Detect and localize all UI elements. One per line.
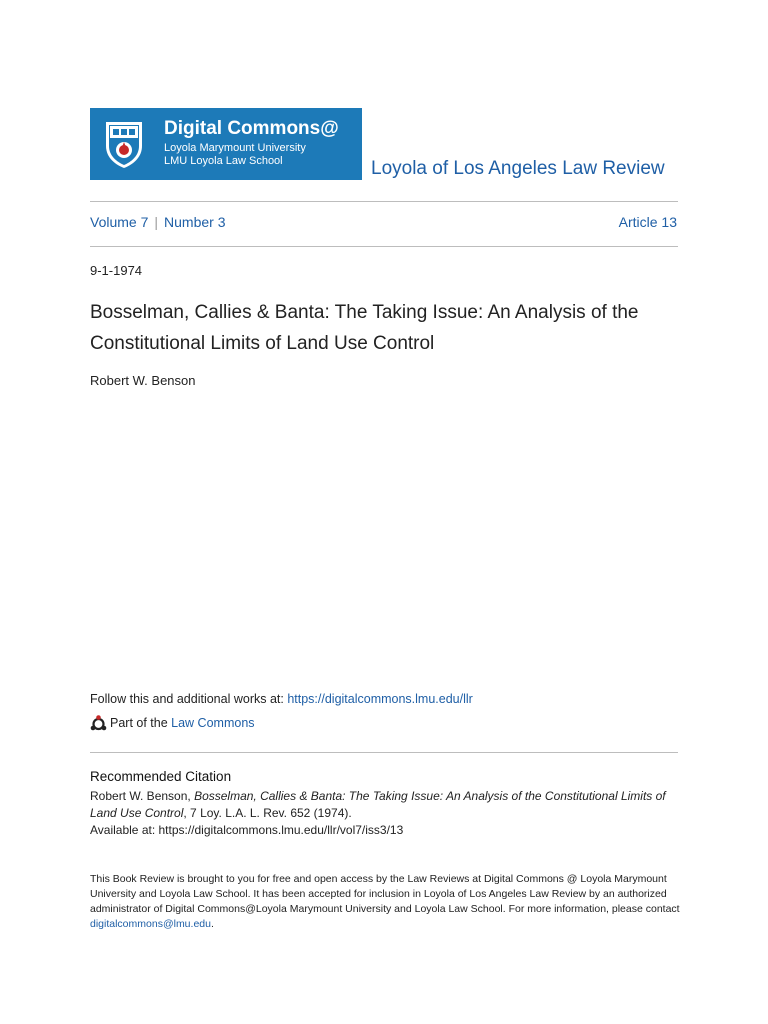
- journal-link[interactable]: Loyola of Los Angeles Law Review: [371, 158, 665, 179]
- logo-title: Digital Commons@: [164, 118, 339, 139]
- citation-title: Bosselman, Callies & Banta: The Taking Issue: An Analysis of the Constitutional Limits of Land Use Control: [90, 789, 666, 820]
- follow-line: [90, 692, 473, 706]
- collection-link[interactable]: https://digitalcommons.lmu.edu/llr: [287, 692, 473, 706]
- university-shield-icon: [104, 120, 144, 170]
- recommended-citation-heading: Recommended Citation: [90, 769, 232, 784]
- digital-commons-logo[interactable]: [90, 108, 362, 180]
- divider: [90, 201, 678, 202]
- author-name[interactable]: Robert W. Benson: [90, 373, 196, 388]
- divider: [90, 752, 678, 753]
- notice-text: This Book Review is brought to you for free and open access by the Law Reviews at Digital Commons @ Loyola Marymount University and Loyola Law School. It has been accepted for inclusion in Loyola of Los Angeles Law Review by an authorized administrator of Digital Commons@Loyola Marymount University and Loyola Law School. For more information, please contact: [90, 873, 680, 915]
- divider: [90, 246, 678, 247]
- part-of-text: Part of the: [110, 715, 172, 730]
- logo-university: Loyola Marymount University: [164, 142, 306, 154]
- contact-email-link[interactable]: digitalcommons@lmu.edu: [90, 918, 211, 930]
- notice-end: .: [210, 918, 214, 930]
- citation-source: , 7 Loy. L.A. L. Rev. 652 (1974).: [183, 806, 352, 820]
- publication-date: 9-1-1974: [90, 263, 143, 278]
- issue-info: [90, 214, 225, 230]
- law-commons-link[interactable]: Law Commons: [171, 715, 255, 730]
- citation-available-at: Available at: https://digitalcommons.lmu.edu/llr/vol7/iss3/13: [90, 823, 404, 837]
- number-link[interactable]: Number 3: [164, 214, 226, 230]
- follow-text: Follow this and additional works at:: [90, 692, 288, 706]
- citation-author: Robert W. Benson,: [90, 789, 195, 803]
- logo-school: LMU Loyola Law School: [164, 155, 283, 167]
- separator: |: [154, 214, 159, 230]
- volume-link[interactable]: Volume 7: [90, 214, 149, 230]
- network-icon: [90, 715, 107, 732]
- article-title: Bosselman, Callies & Banta: The Taking Issue: An Analysis of the Constitutional Limits of Land Use Control: [90, 302, 639, 354]
- part-of-line: [90, 715, 255, 732]
- article-link[interactable]: Article 13: [618, 214, 677, 230]
- access-notice: [90, 872, 682, 932]
- citation-text: [90, 788, 680, 822]
